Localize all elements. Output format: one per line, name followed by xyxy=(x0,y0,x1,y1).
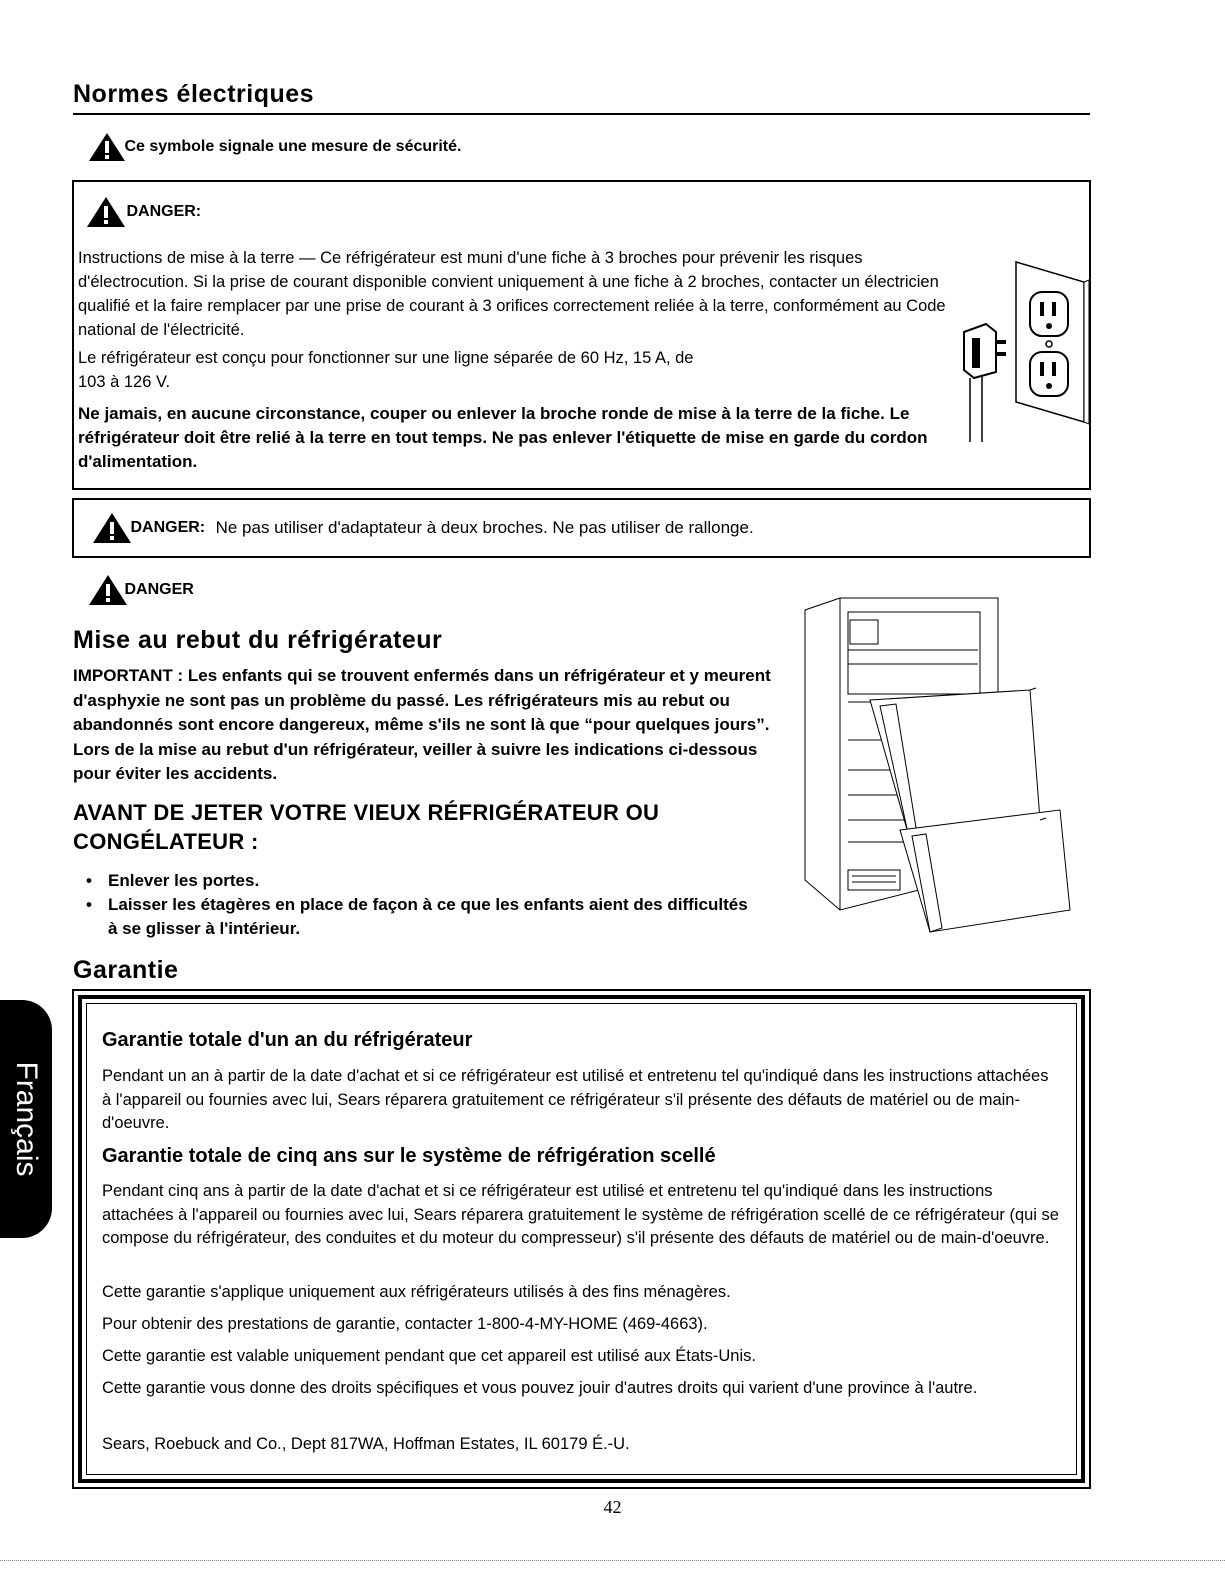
page-number: 42 xyxy=(603,1497,622,1517)
safety-symbol-row xyxy=(88,132,461,162)
language-tab-label: Français xyxy=(10,1061,43,1177)
grounding-warning: Ne jamais, en aucune circonstance, couper ou enlever la broche ronde de mise à la terre de la fiche. Le réfrigérateur doit être relié à la terre en tout temps. Ne pas enlever l'étiquette de mise en garde du cordon d'alimentation. xyxy=(78,404,928,471)
warranty-paragraph-1: Pendant un an à partir de la date d'achat et si ce réfrigérateur est utilisé et entretenu tel qu'indiqué dans les instructions attachées à l'appareil ou fournies avec lui, Sears réparera gratuitement ce réfrigérateur s'il présente des défauts de matériel ou de main-d'oeuvre. xyxy=(102,1067,1049,1132)
disposal-title: Mise au rebut du réfrigérateur xyxy=(73,626,443,654)
warranty-paragraph-7: Sears, Roebuck and Co., Dept 817WA, Hoffman Estates, IL 60179 É.-U. xyxy=(102,1435,630,1453)
disposal-subheading-line1: AVANT DE JETER VOTRE VIEUX RÉFRIGÉRATEUR OU xyxy=(73,800,660,825)
warranty-paragraph-2: Pendant cinq ans à partir de la date d'achat et si ce réfrigérateur est utilisé et entretenu tel qu'indiqué dans les instructions attachées à l'appareil ou fournies avec lui, Sears réparera gratuitement le système de réfrigération scellé de ce réfrigérateur (qui se compose du réfrigérateur, des conduites et du moteur du compresseur) s'il présente des défauts de matériel ou de main-d'oeuvre. xyxy=(102,1182,1059,1247)
warning-triangle-icon xyxy=(92,512,132,544)
refrigerator-doors-removed-illustration xyxy=(800,590,1080,940)
danger-label: DANGER xyxy=(124,581,194,598)
danger-header xyxy=(86,196,201,228)
warranty-title: Garantie xyxy=(73,956,179,984)
safety-symbol-note: Ce symbole signale une mesure de sécurité. xyxy=(124,138,462,155)
danger-label: DANGER: xyxy=(126,203,202,220)
warranty-paragraph-4: Pour obtenir des prestations de garantie, contacter 1-800-4-MY-HOME (469-4663). xyxy=(102,1315,708,1333)
circuit-requirements-line1: Le réfrigérateur est conçu pour fonctionner sur une ligne séparée de 60 Hz, 15 A, de xyxy=(78,349,694,367)
disposal-important: IMPORTANT : Les enfants qui se trouvent enfermés dans un réfrigérateur et y meurent d'asphyxie ne sont pas un problème du passé. Les réfrigérateurs mis au rebut ou abandonnés sont encore dangereux, même s'ils ne sont là que “pour quelques jours”. Lors de la mise au rebut d'un réfrigérateur, veiller à suivre les indications ci-dessous pour éviter les accidents. xyxy=(73,666,771,783)
disposal-subheading-line2: CONGÉLATEUR : xyxy=(73,829,259,854)
adapter-warning-row xyxy=(92,512,754,544)
language-tab xyxy=(0,1000,52,1238)
warning-triangle-icon xyxy=(86,196,126,228)
plug-outlet-illustration xyxy=(934,252,1090,442)
grounding-instructions: Instructions de mise à la terre — Ce réfrigérateur est muni d'une fiche à 3 broches pour prévenir les risques d'électrocution. Si la prise de courant disponible convient uniquement à une fiche à 2 broches, contacter un électricien qualifié et la faire remplacer par une prise de courant à 3 orifices correctement reliée à la terre, conformément au Code national de l'électricité. xyxy=(78,249,946,339)
warranty-heading-1: Garantie totale d'un an du réfrigérateur xyxy=(102,1029,473,1051)
title-rule xyxy=(73,113,1090,115)
warning-triangle-icon xyxy=(88,132,126,162)
disposal-danger-row xyxy=(88,574,194,606)
warranty-paragraph-3: Cette garantie s'applique uniquement aux réfrigérateurs utilisés à des fins ménagères. xyxy=(102,1283,731,1301)
circuit-requirements-line2: 103 à 126 V. xyxy=(78,373,171,391)
warranty-paragraph-6: Cette garantie vous donne des droits spécifiques et vous pouvez jouir d'autres droits qui varient d'une province à l'autre. xyxy=(102,1379,978,1397)
warning-triangle-icon xyxy=(88,574,128,606)
adapter-warning-text: Ne pas utiliser d'adaptateur à deux broches. Ne pas utiliser de rallonge. xyxy=(215,518,754,537)
page-title: Normes électriques xyxy=(73,80,315,108)
warranty-box-outer xyxy=(72,989,1091,1489)
footer-dotted-rule xyxy=(0,1560,1225,1561)
warranty-heading-2: Garantie totale de cinq ans sur le système de réfrigération scellé xyxy=(102,1145,716,1167)
danger-label: DANGER: xyxy=(130,519,206,536)
disposal-bullet-list xyxy=(74,869,754,941)
list-item: • Enlever les portes. xyxy=(74,869,754,893)
danger-box-adapter xyxy=(72,498,1091,558)
warranty-paragraph-5: Cette garantie est valable uniquement pendant que cet appareil est utilisé aux États-Unis. xyxy=(102,1347,756,1365)
list-item: • Laisser les étagères en place de façon à ce que les enfants aient des difficultés à se glisser à l'intérieur. xyxy=(74,893,754,941)
danger-box-grounding xyxy=(72,180,1091,490)
